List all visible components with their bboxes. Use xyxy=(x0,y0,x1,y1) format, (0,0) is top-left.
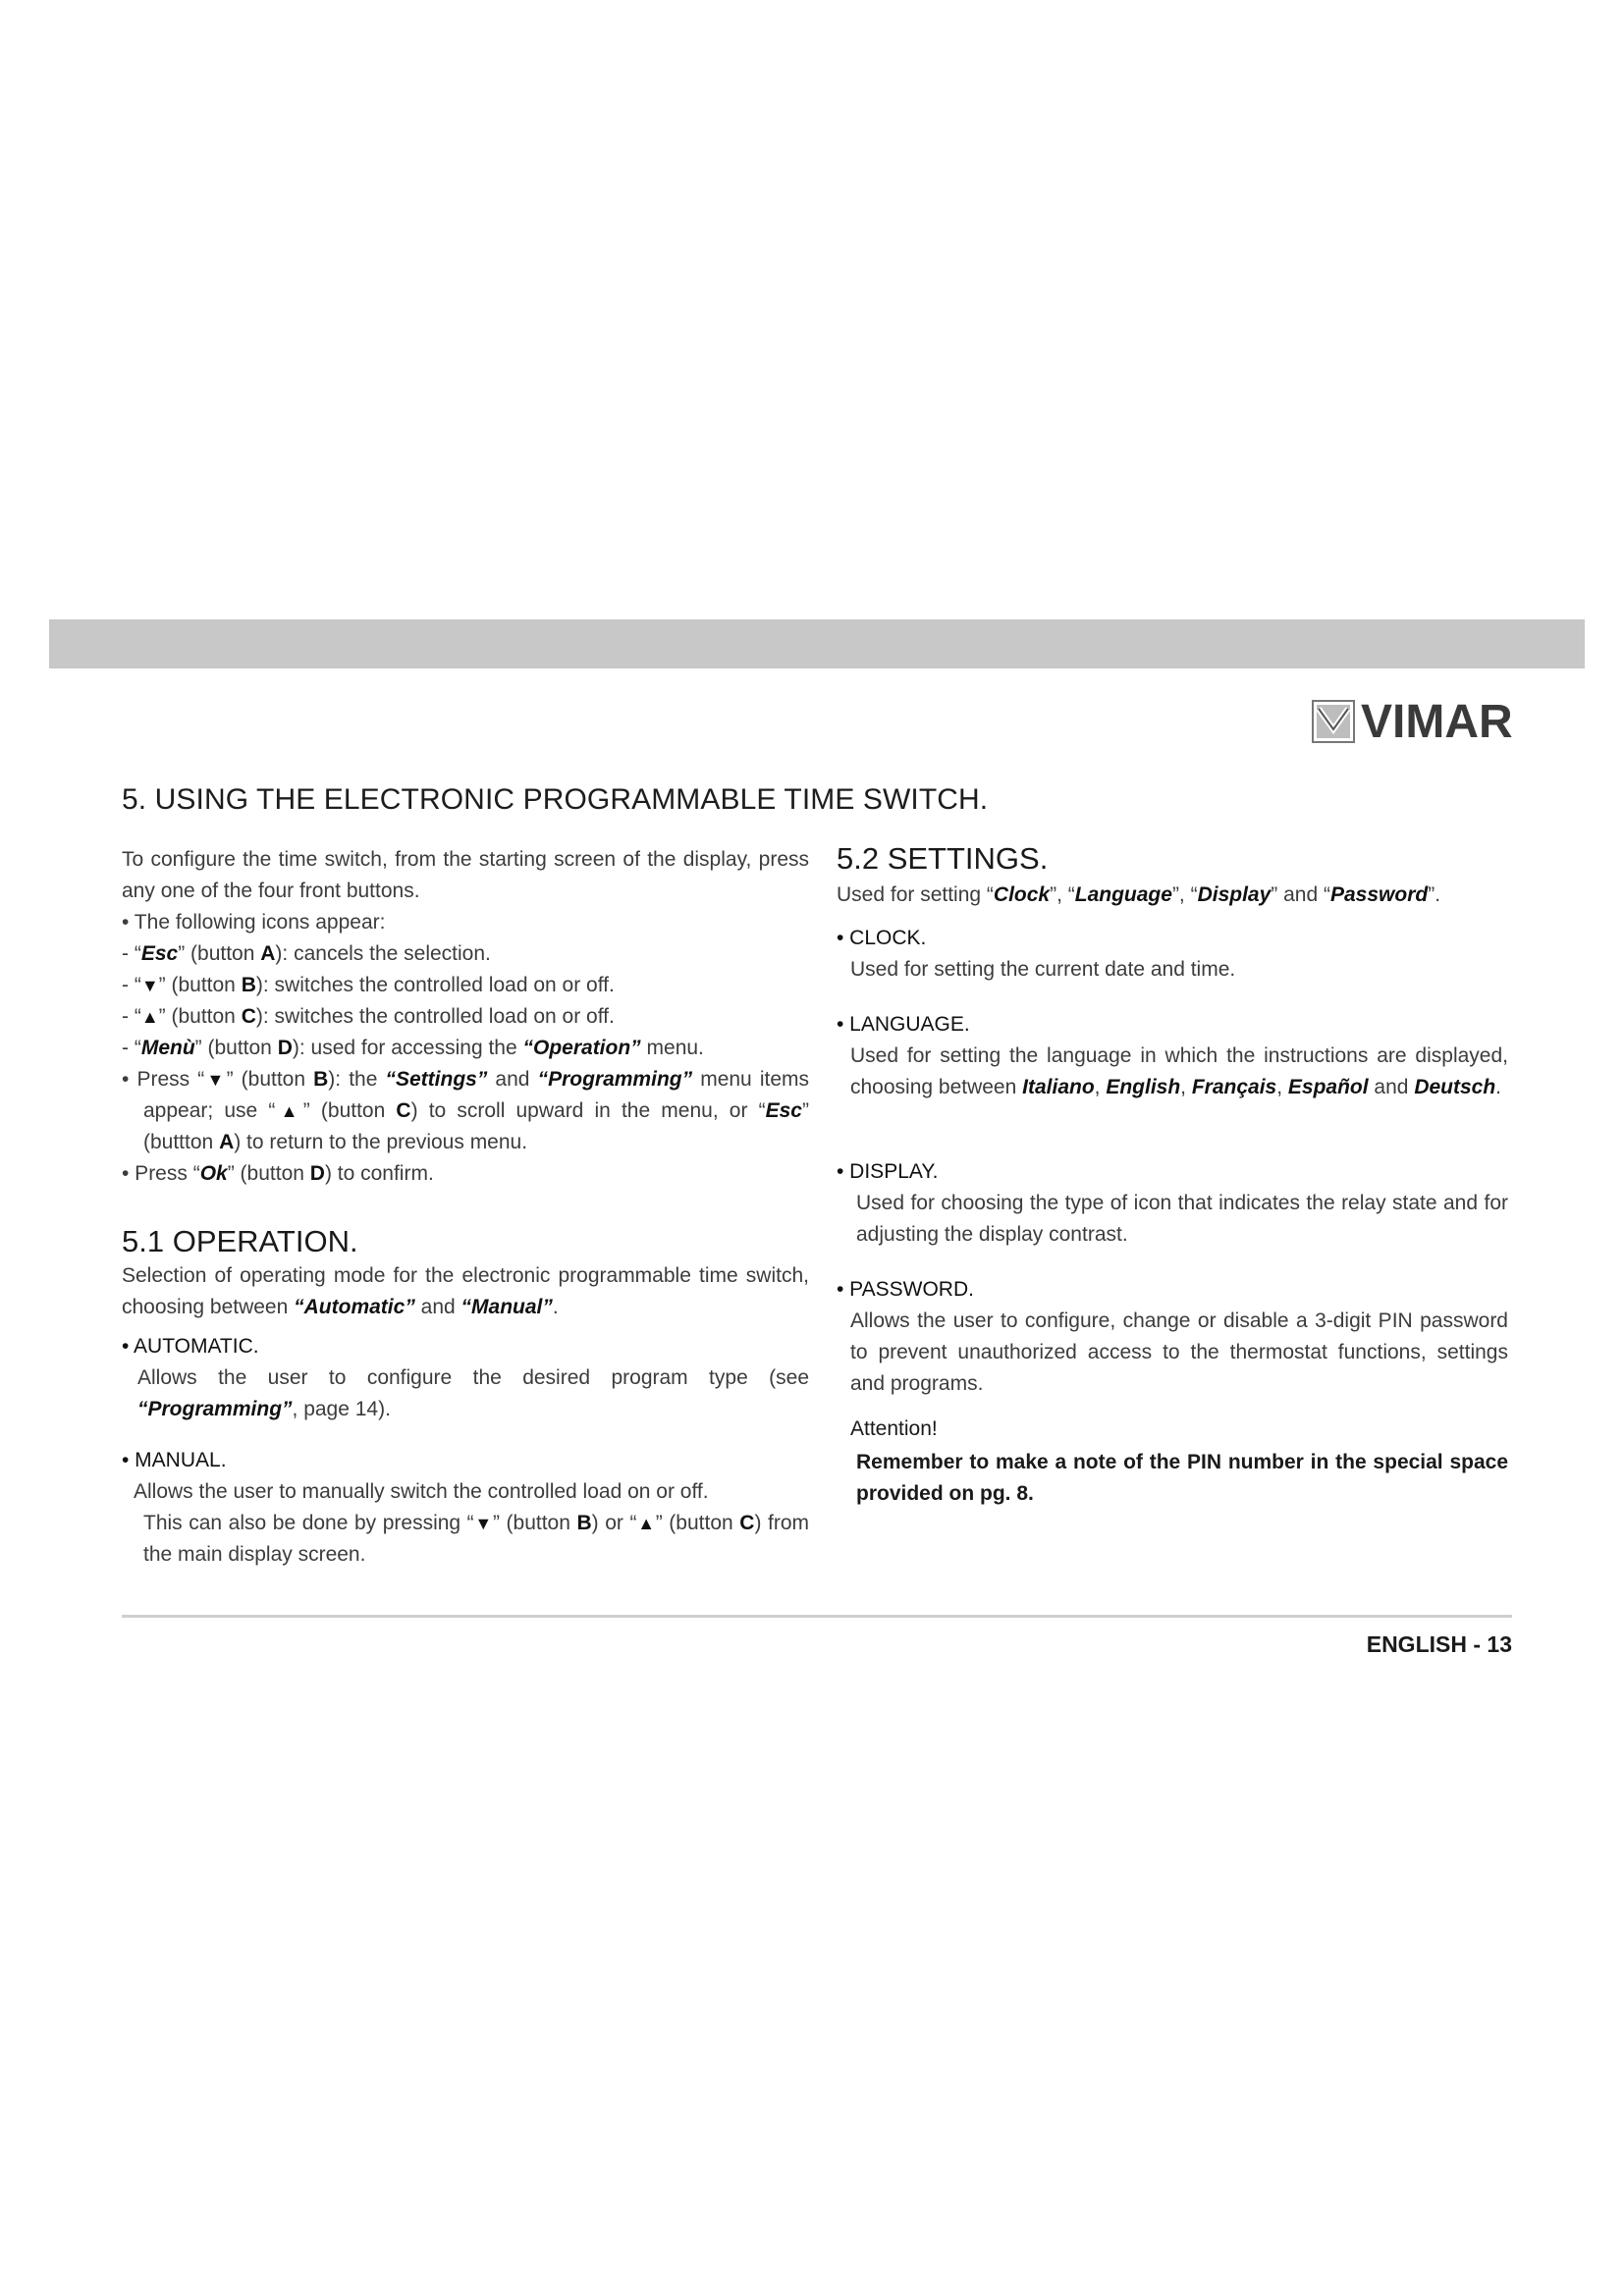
intro-paragraph: To configure the time switch, from the starting screen of the display, press any one of the four front buttons. xyxy=(122,848,809,902)
brand-logo xyxy=(1312,695,1513,748)
password-heading: • PASSWORD. xyxy=(837,1278,974,1301)
operation-title: 5.1 OPERATION. xyxy=(122,1224,358,1258)
password-description: Allows the user to configure, change or disable a 3-digit PIN password to prevent unauthorized access to the thermostat functions, settings and programs. xyxy=(850,1309,1508,1395)
esc-line: - “Esc” (button A): cancels the selection. xyxy=(122,942,491,965)
up-line: - “▲” (button C): switches the controlled load on or off. xyxy=(122,1005,615,1028)
automatic-heading: • AUTOMATIC. xyxy=(122,1335,259,1358)
clock-description: Used for setting the current date and time. xyxy=(850,958,1236,981)
down-line: - “▼” (button B): switches the controlled load on or off. xyxy=(122,974,615,996)
menu-line: - “Menù” (button D): used for accessing the “Operation” menu. xyxy=(122,1037,704,1059)
page-footer: ENGLISH - 13 xyxy=(1366,1631,1512,1657)
attention-label: Attention! xyxy=(850,1417,938,1440)
brand-name: VIMAR xyxy=(1361,695,1513,748)
press-down-paragraph: • Press “▼” (button B): the “Settings” and “Programming” menu items appear; use “▲” (button C) to scroll upward in the menu, or “Esc” (buttton A) to return to the previous menu. xyxy=(122,1068,809,1153)
clock-heading: • CLOCK. xyxy=(837,927,927,949)
attention-note: Remember to make a note of the PIN number in the special space provided on pg. 8. xyxy=(856,1451,1508,1505)
operation-description: Selection of operating mode for the electronic programmable time switch, choosing between “Automatic” and “Manual”. xyxy=(122,1264,809,1318)
footer-divider xyxy=(122,1615,1512,1618)
manual-heading: • MANUAL. xyxy=(122,1449,227,1471)
automatic-description: Allows the user to configure the desired program type (see “Programming”, page 14). xyxy=(137,1366,809,1420)
language-description: Used for setting the language in which the instructions are displayed, choosing between Italiano, English, Français, Español and Deutsch. xyxy=(850,1044,1508,1098)
settings-description: Used for setting “Clock”, “Language”, “Display” and “Password”. xyxy=(837,883,1441,906)
vimar-logo-icon xyxy=(1312,700,1355,743)
manual-description-line1: Allows the user to manually switch the controlled load on or off. xyxy=(134,1480,709,1503)
section-title: 5. USING THE ELECTRONIC PROGRAMMABLE TIME SWITCH. xyxy=(122,783,989,816)
manual-description-line2: This can also be done by pressing “▼” (button B) or “▲” (button C) from the main display screen. xyxy=(143,1512,809,1566)
press-ok-line: • Press “Ok” (button D) to confirm. xyxy=(122,1162,434,1185)
display-description: Used for choosing the type of icon that indicates the relay state and for adjusting the display contrast. xyxy=(856,1192,1508,1246)
display-heading: • DISPLAY. xyxy=(837,1160,939,1183)
language-heading: • LANGUAGE. xyxy=(837,1013,970,1036)
settings-title: 5.2 SETTINGS. xyxy=(837,841,1049,876)
icons-intro: • The following icons appear: xyxy=(122,911,386,934)
top-banner xyxy=(49,619,1585,668)
